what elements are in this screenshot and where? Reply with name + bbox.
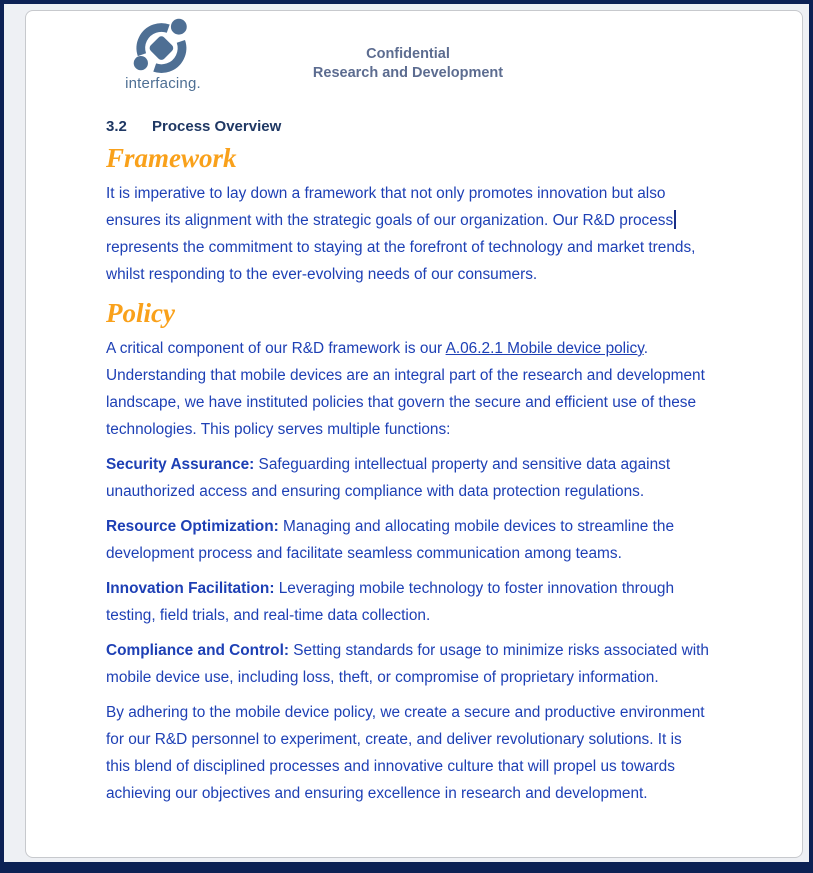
point-lead: Resource Optimization: [106,518,279,535]
department-label: Research and Development [312,65,504,81]
mobile-device-policy-link[interactable]: A.06.2.1 Mobile device policy [445,340,644,357]
section-number: 3.2 [106,118,127,135]
section-heading[interactable] [106,118,710,135]
point-text: Safeguarding intellectual property and sensitive data against unauthorized access and ensuring compliance with data protection regulations. [106,456,671,500]
point-lead: Innovation Facilitation: [106,580,275,597]
point-innovation-facilitation[interactable] [106,575,709,629]
point-compliance-and-control[interactable] [106,637,709,691]
point-text: Managing and allocating mobile devices to streamline the development process and facilitate seamless communication among teams. [106,518,675,562]
policy-paragraph[interactable] [106,335,709,443]
point-text: Setting standards for usage to minimize risks associated with mobile device use, including loss, theft, or compromise of proprietary information. [106,642,709,686]
point-security-assurance[interactable] [106,451,709,505]
policy-heading[interactable]: Policy [106,298,175,328]
policy-text-after-link: . Understanding that mobile devices are an integral part of the research and development landscape, we have instituted policies that govern the secure and efficient use of these technologies. This policy serves multiple functions: [106,340,705,438]
framework-paragraph[interactable] [106,180,709,288]
point-lead: Security Assurance: [106,456,255,473]
framework-heading[interactable]: Framework [106,143,237,173]
closing-paragraph[interactable]: By adhering to the mobile device policy, we create a secure and productive environment for our R&D personnel to experiment, create, and deliver revolutionary solutions. It is this blend of disciplined processes and innovative culture that will propel us towards achieving our objectives and ensuring excellence in research and development. [106,704,705,802]
viewer-background [4,4,809,862]
point-resource-optimization[interactable] [106,513,709,567]
point-lead: Compliance and Control: [106,642,289,659]
document-page[interactable] [25,10,803,858]
logo-wordmark: interfacing. [125,75,201,92]
framework-text-after-caret: represents the commitment to staying at the forefront of technology and market trends, whilst responding to the ever-evolving needs of our consumers. [106,239,696,283]
framework-text-before-caret: It is imperative to lay down a framework that not only promotes innovation but also ensures its alignment with the strategic goals of our organization. Our R&D process [106,185,674,229]
interfacing-logo [118,18,208,92]
interfacing-logo-icon [131,18,195,75]
section-title: Process Overview [152,118,282,135]
point-text: Leveraging mobile technology to foster innovation through testing, field trials, and real-time data collection. [106,580,675,624]
text-cursor [674,210,676,229]
policy-text-before-link: A critical component of our R&D framework is our [106,340,446,357]
classification-label: Confidential [366,46,450,62]
document-header [106,17,710,103]
